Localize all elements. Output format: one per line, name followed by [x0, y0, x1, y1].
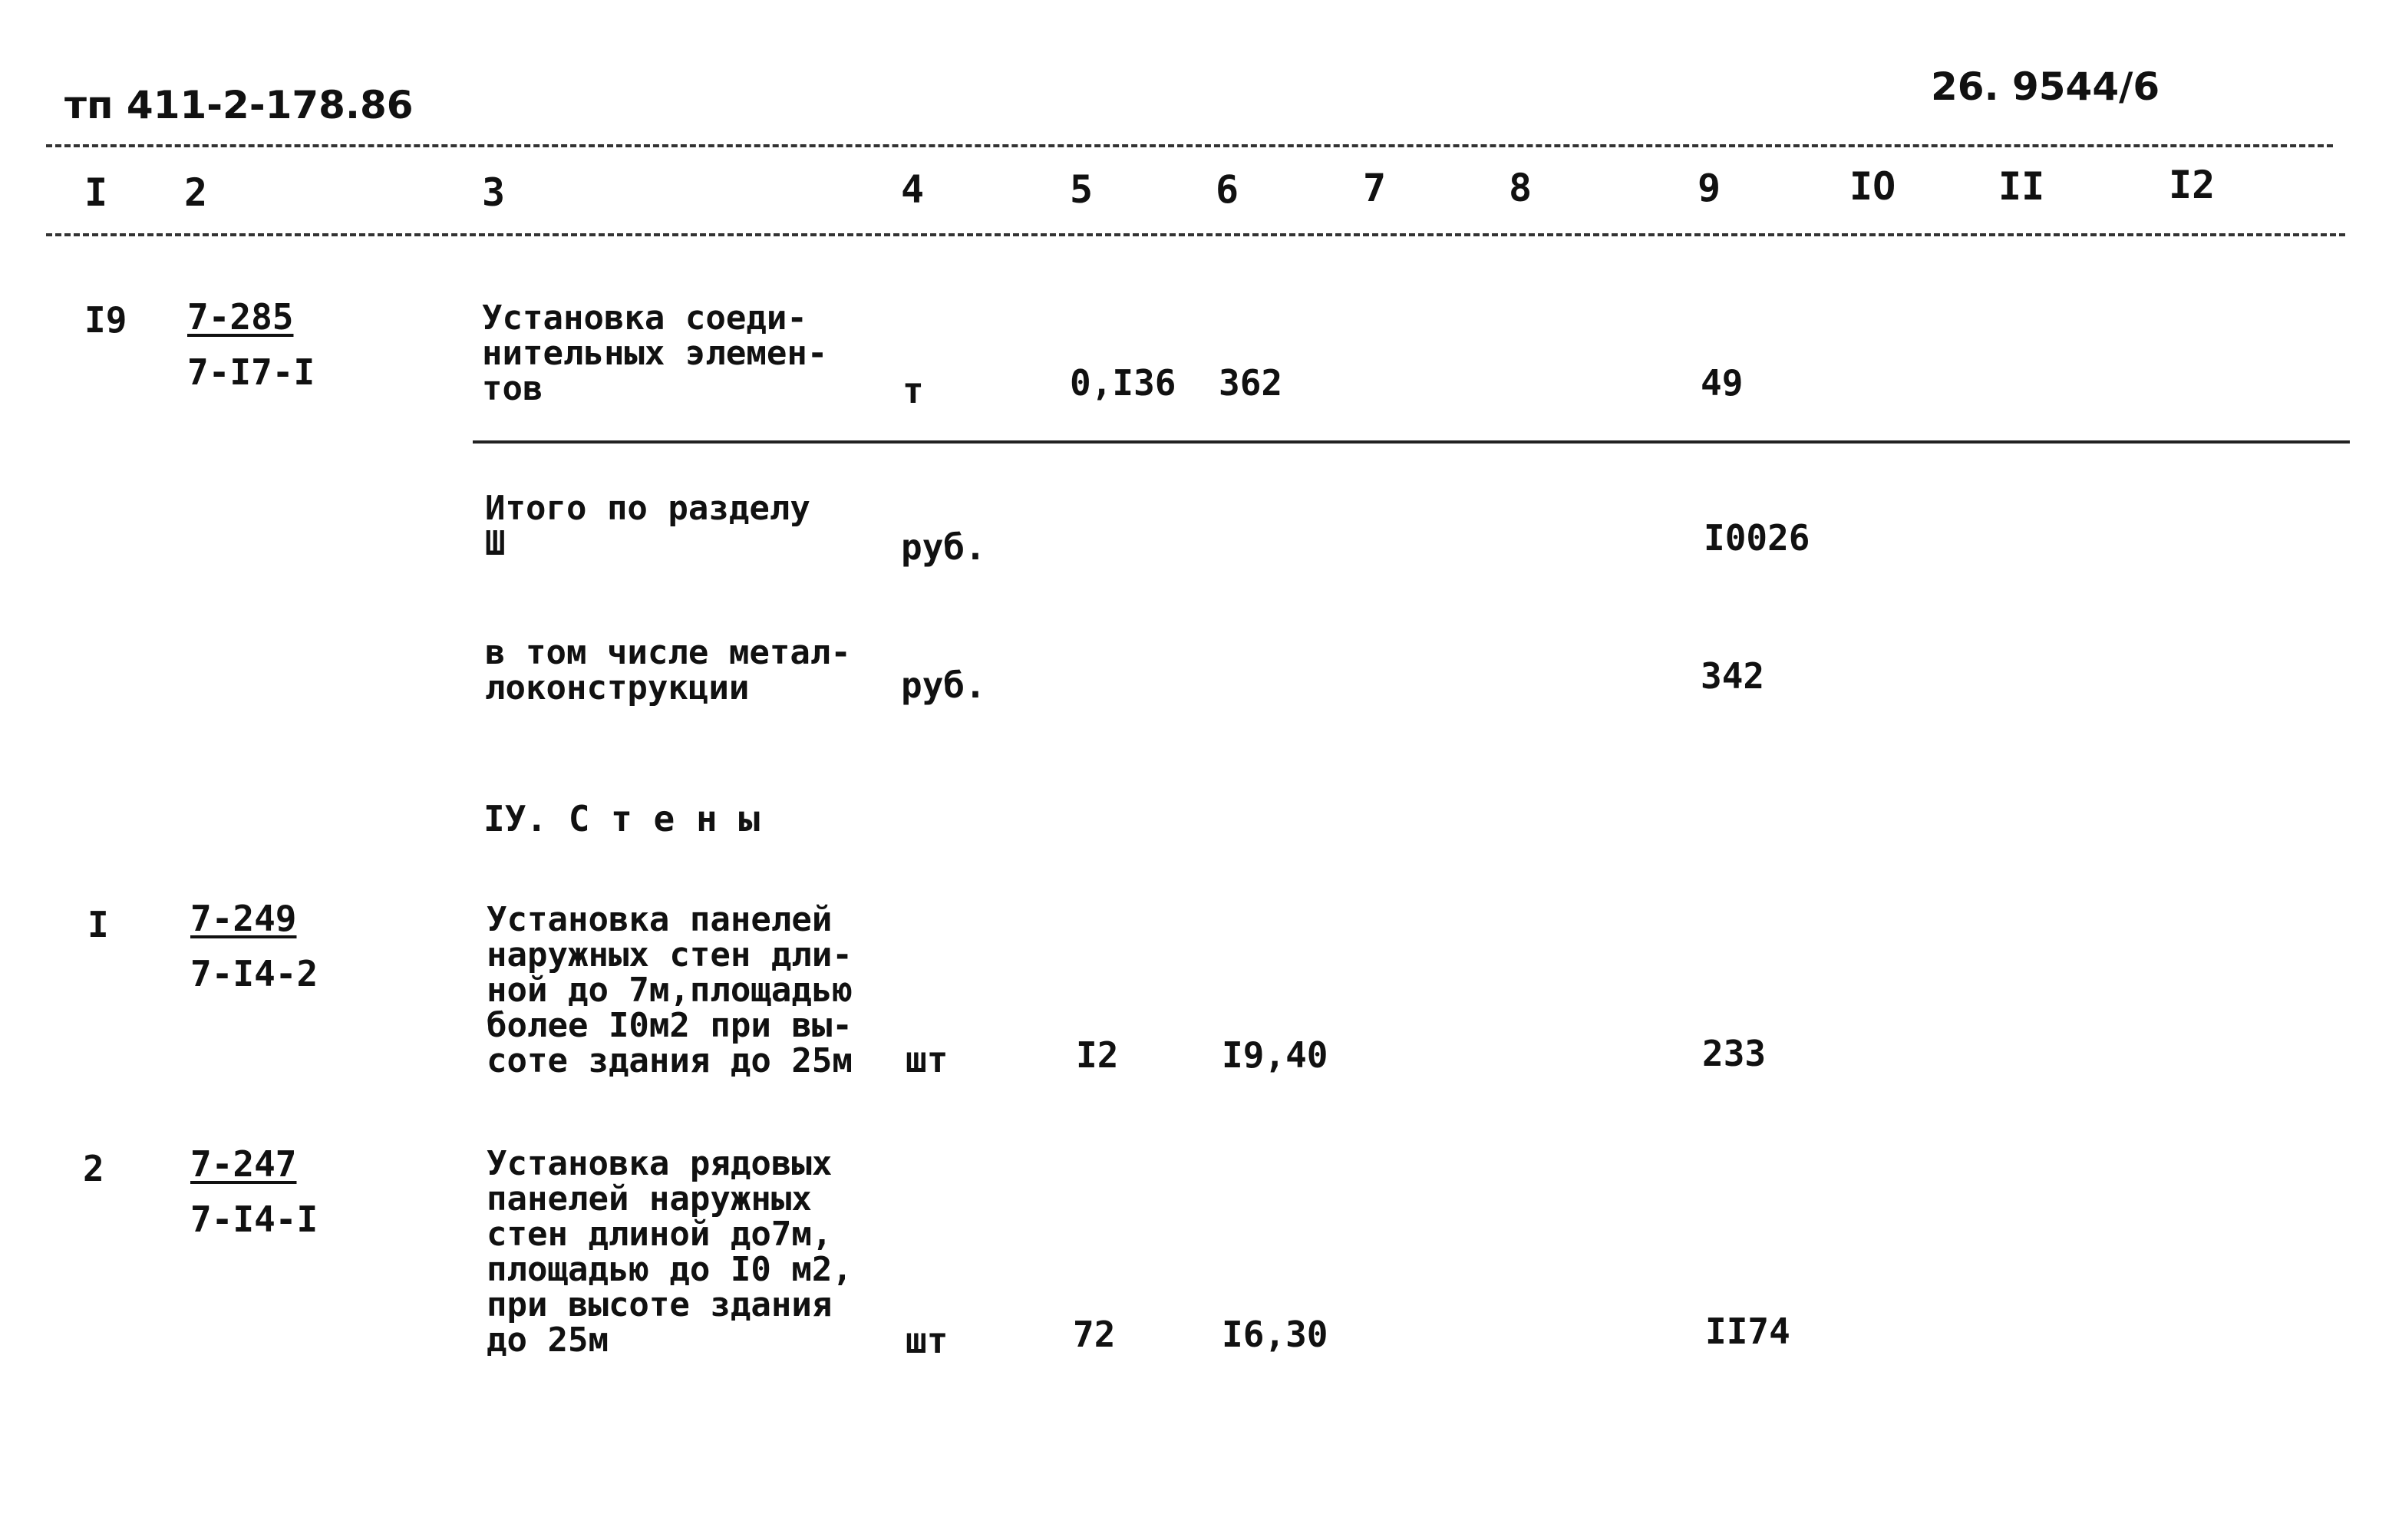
col-header-1: I: [84, 170, 108, 215]
header-bottom-rule: [46, 233, 2345, 236]
row-code-top: 7-285: [187, 296, 294, 338]
header-top-rule: [46, 144, 2333, 147]
row-price: 362: [1219, 362, 1283, 404]
col-header-7: 7: [1363, 166, 1387, 210]
col-header-4: 4: [901, 167, 925, 212]
metal-total: 342: [1701, 655, 1765, 697]
row-total: II74: [1705, 1311, 1790, 1352]
row-unit: т: [902, 370, 924, 411]
row-code-top: 7-249: [190, 898, 297, 939]
row-number: 2: [83, 1148, 104, 1189]
row-description: Установка панелей наружных стен дли- ной до 7м,площадью более I0м2 при вы- соте здания до 25м: [487, 900, 853, 1080]
row-quantity: 0,I36: [1070, 362, 1176, 404]
col-header-2: 2: [184, 170, 208, 215]
row-number: I9: [84, 299, 127, 341]
section-heading: IУ. С т е н ы: [483, 798, 761, 839]
row-code-top: 7-247: [190, 1143, 297, 1185]
metal-description: в том числе метал- локонструкции: [485, 633, 851, 707]
subtotal-total: I0026: [1704, 517, 1810, 559]
subtotal-unit: руб.: [901, 526, 986, 568]
document-code-right: 26. 9544/6: [1931, 64, 2160, 109]
row-unit: шт: [906, 1320, 949, 1361]
document-code-left: тп 411-2-178.86: [64, 83, 414, 127]
row-code-bottom: 7-I7-I: [187, 351, 315, 393]
row-number: I: [87, 904, 109, 945]
row-total: 233: [1702, 1033, 1767, 1074]
row-code-bottom: 7-I4-I: [190, 1199, 318, 1240]
subtotal-description: Итого по разделу Ш: [485, 489, 810, 563]
row-price: I9,40: [1222, 1034, 1328, 1076]
col-header-8: 8: [1509, 166, 1533, 210]
col-header-6: 6: [1216, 167, 1239, 212]
row-description: Установка рядовых панелей наружных стен длиной до7м, площадью до I0 м2, при высоте здания до 25м: [487, 1144, 853, 1360]
metal-unit: руб.: [901, 664, 986, 706]
row-quantity: 72: [1073, 1314, 1116, 1355]
row-unit: шт: [906, 1039, 949, 1080]
col-header-10: IO: [1849, 164, 1896, 209]
row-price: I6,30: [1222, 1314, 1328, 1355]
row-total: 49: [1701, 362, 1744, 404]
row-description: Установка соеди- нительных элемен- тов: [482, 298, 828, 408]
col-header-3: 3: [482, 170, 506, 215]
col-header-9: 9: [1698, 166, 1721, 210]
col-header-5: 5: [1070, 167, 1094, 212]
row-quantity: I2: [1076, 1034, 1119, 1076]
col-header-11: II: [1998, 164, 2045, 209]
row-code-bottom: 7-I4-2: [190, 953, 318, 994]
col-header-12: I2: [2169, 163, 2216, 207]
section-separator: [473, 440, 2350, 444]
